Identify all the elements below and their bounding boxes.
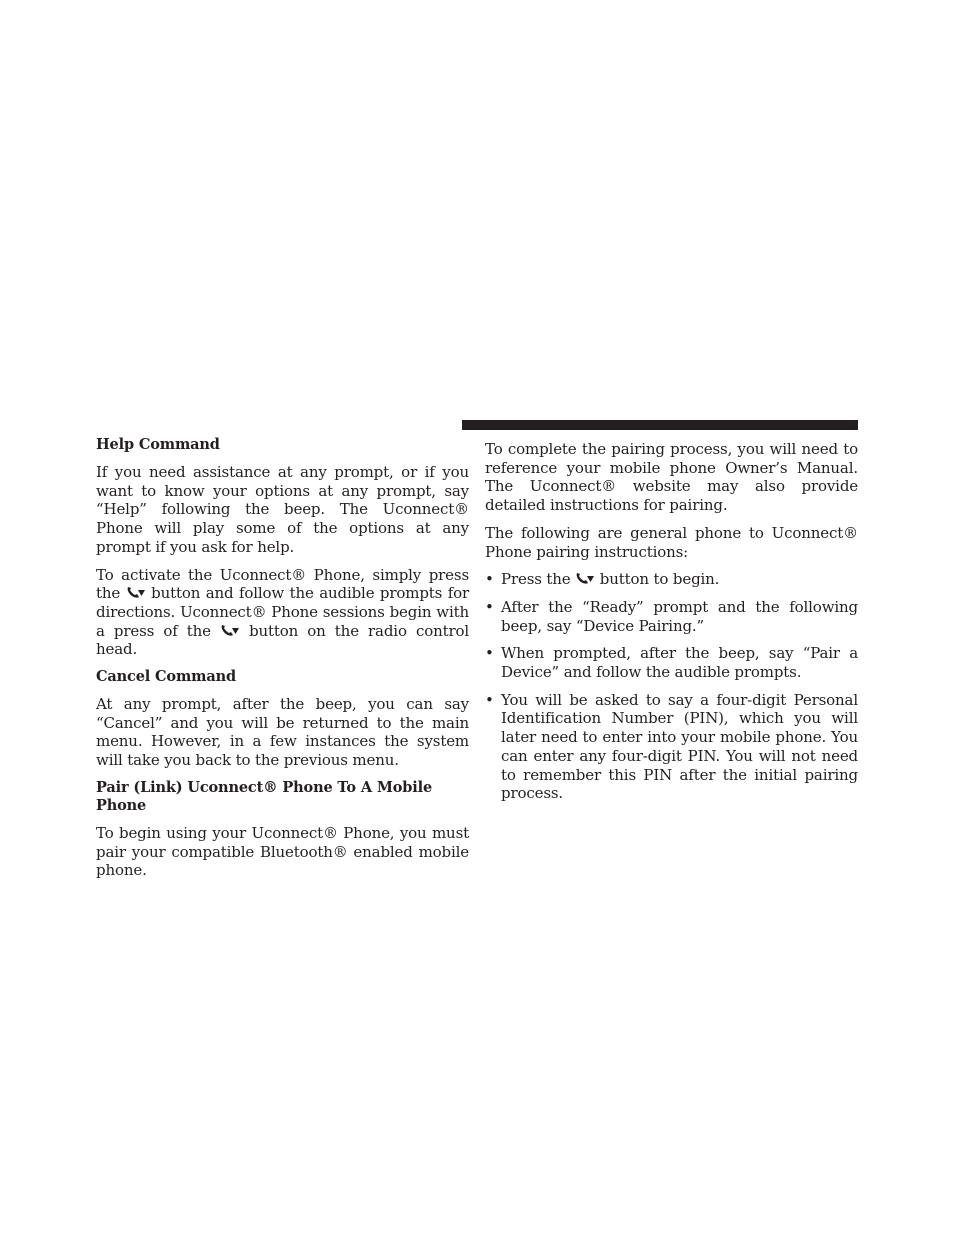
bullet: • xyxy=(485,644,494,663)
phone-handset-icon xyxy=(126,586,146,599)
activate-paragraph xyxy=(96,566,469,660)
step-text-3: When prompted, after the beep, say “Pair a Device” and follow the audible prompts. xyxy=(501,644,858,682)
general-instructions-text: The following are general phone to Uconnect® Phone pairing instructions: xyxy=(485,523,858,561)
section-divider-bar xyxy=(462,420,858,430)
phone-handset-icon xyxy=(220,624,240,637)
pair-phone-text: To begin using your Uconnect® Phone, you must pair your compatible Bluetooth® enabled mobile phone. xyxy=(96,823,469,880)
activate-text-3: button on the radio control head. xyxy=(96,621,470,659)
list-item xyxy=(485,691,858,803)
left-column xyxy=(96,436,469,889)
step-text-4: You will be asked to say a four-digit Personal Identification Number (PIN), which you will later need to enter into your mobile phone. You can enter any four-digit PIN. You will not need to remember this PIN after the initial pairing process. xyxy=(501,690,858,803)
complete-pairing-text: To complete the pairing process, you will need to reference your mobile phone Owner’s Manual. The Uconnect® website may also provide detailed instructions for pairing. xyxy=(485,440,858,515)
bullet: • xyxy=(485,690,494,709)
activate-text-1: To activate the Uconnect® Phone, simply press the xyxy=(96,565,469,603)
help-command-text: If you need assistance at any prompt, or if you want to know your options at any prompt, say “Help” following the beep. The Uconnect® Phone will play some of the options at any prompt if you ask for help. xyxy=(96,463,469,556)
step-text-1b: button to begin. xyxy=(599,570,720,589)
cancel-command-heading: Cancel Command xyxy=(96,668,236,686)
list-item xyxy=(485,570,858,589)
help-command-heading: Help Command xyxy=(96,436,220,453)
bullet: • xyxy=(485,570,494,589)
step-text-1a: Press the xyxy=(501,570,571,589)
activate-text-2: button and follow the audible prompts for directions. Uconnect® Phone sessions begin with a press of the xyxy=(96,584,470,640)
pairing-steps-list xyxy=(485,570,858,803)
cancel-command-text: At any prompt, after the beep, you can say “Cancel” and you will be returned to the main menu. However, in a few instances the system will take you back to the previous menu. xyxy=(96,695,469,770)
bullet: • xyxy=(485,597,494,616)
list-item xyxy=(485,644,858,681)
step-text-2: After the “Ready” prompt and the following beep, say “Device Pairing.” xyxy=(501,597,858,635)
right-column xyxy=(485,440,858,812)
list-item xyxy=(485,598,858,635)
pair-phone-heading: Pair (Link) Uconnect® Phone To A Mobile Phone xyxy=(96,778,433,814)
phone-handset-icon xyxy=(575,572,595,585)
